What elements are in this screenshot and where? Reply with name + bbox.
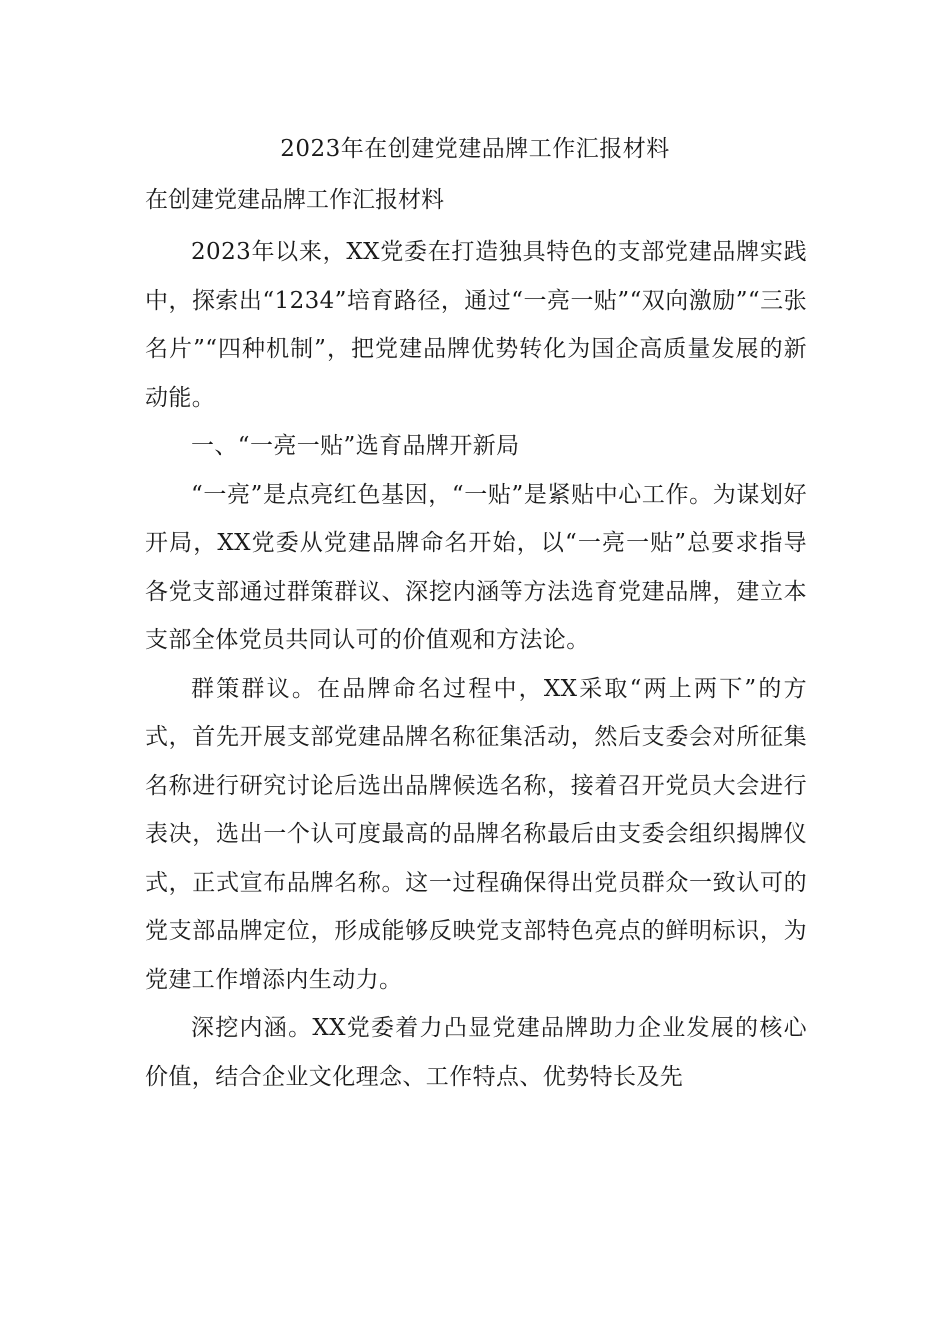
paragraph-qunce-qunyi: 群策群议。在品牌命名过程中，XX采取“两上两下”的方式，首先开展支部党建品牌名称征集活动，然后支委会对所征集名称进行研究讨论后选出品牌候选名称，接着召开党员大会进行表决，选出一个认可度最高的品牌名称最后由支委会组织揭牌仪式，正式宣布品牌名称。这一过程确保得出党员群众一致认可的党支部品牌定位，形成能够反映党支部特色亮点的鲜明标识，为党建工作增添内生动力。 [145, 675, 807, 993]
document-subtitle: 在创建党建品牌工作汇报材料 [145, 187, 444, 213]
section-heading-1: 一、“一亮一贴”选育品牌开新局 [191, 433, 520, 459]
document-title: 2023年在创建党建品牌工作汇报材料 [280, 136, 670, 162]
document-body [145, 228, 807, 1101]
paragraph-shenwa-neihan: 深挖内涵。XX党委着力凸显党建品牌助力企业发展的核心价值，结合企业文化理念、工作特点、优势特长及先 [145, 1015, 807, 1090]
paragraph-yiliang-yitie: “一亮”是点亮红色基因，“一贴”是紧贴中心工作。为谋划好开局，XX党委从党建品牌命名开始，以“一亮一贴”总要求指导各党支部通过群策群议、深挖内涵等方法选育党建品牌，建立本支部全体党员共同认可的价值观和方法论。 [145, 481, 807, 653]
paragraph-intro: 2023年以来，XX党委在打造独具特色的支部党建品牌实践中，探索出“1234”培育路径，通过“一亮一贴”“双向激励”“三张名片”“四种机制”，把党建品牌优势转化为国企高质量发展的新动能。 [145, 239, 807, 411]
